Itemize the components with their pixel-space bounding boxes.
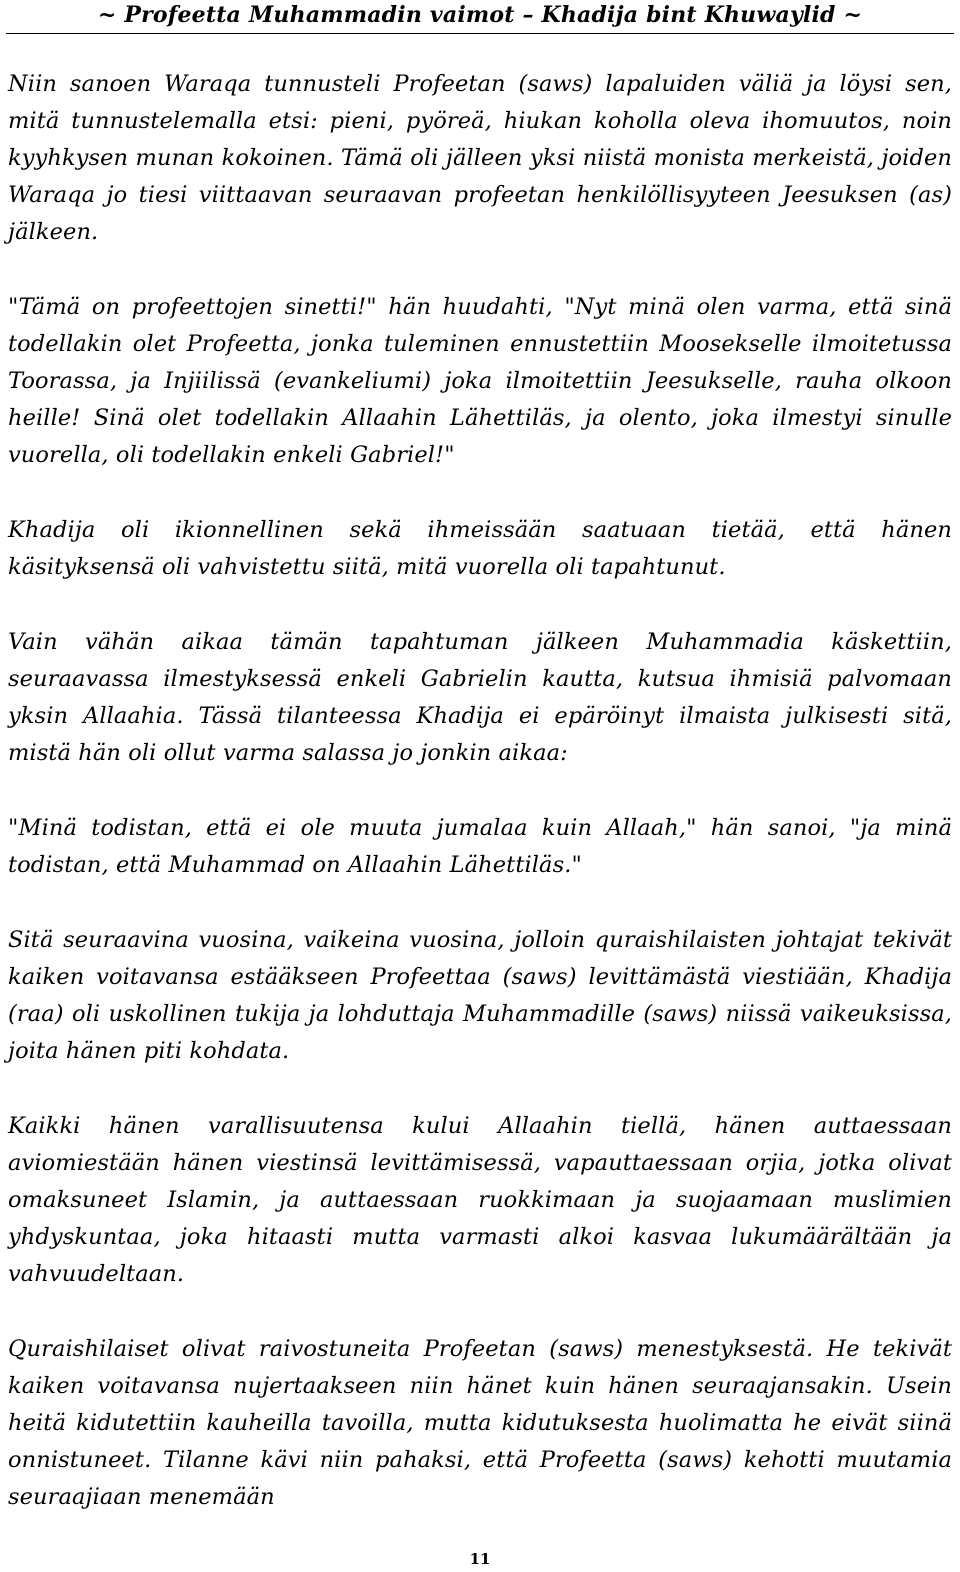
paragraph-4: Vain vähän aikaa tämän tapahtuman jälkeen Muhammadia käskettiin, seuraavassa ilmestyksessä enkeli Gabrielin kautta, kutsua ihmisiä palvomaan yksin Allaahia. Tässä tilanteessa Khadija ei epäröinyt ilmaista julkisesti sitä, mistä hän oli ollut varma salassa jo jonkin aikaa: — [8, 629, 952, 766]
paragraph-3: Khadija oli ikionnellinen sekä ihmeissään saatuaan tietää, että hänen käsityksensä oli vahvistettu siitä, mitä vuorella oli tapahtunut. — [8, 517, 952, 580]
running-header-title: ~ Profeetta Muhammadin vaimot – Khadija bint Khuwaylid ~ — [97, 2, 863, 28]
paragraph-5: "Minä todistan, että ei ole muuta jumalaa kuin Allaah," hän sanoi, "ja minä todistan, että Muhammad on Allaahin Lähettiläs." — [8, 815, 952, 878]
page-number: 11 — [469, 1550, 491, 1568]
paragraph-2: "Tämä on profeettojen sinetti!" hän huudahti, "Nyt minä olen varma, että sinä todellakin olet Profeetta, jonka tuleminen ennustettiin Moosekselle ilmoitetussa Toorassa, ja Injiilissä (evankeliumi) joka ilmoitettiin Jeesukselle, rauha olkoon heille! Sinä olet todellakin Allaahin Lähettiläs, ja olento, joka ilmestyi sinulle vuorella, oli todellakin enkeli Gabriel!" — [8, 294, 952, 468]
page-header — [6, 0, 954, 34]
paragraph-1: Niin sanoen Waraqa tunnusteli Profeetan (saws) lapaluiden väliä ja löysi sen, mitä tunnustelemalla etsi: pieni, pyöreä, hiukan koholla oleva ihomuutos, noin kyyhkysen munan kokoinen. Tämä oli jälleen yksi niistä monista merkeistä, joiden Waraqa jo tiesi viittaavan seuraavan profeetan henkilöllisyyteen Jeesuksen (as) jälkeen. — [8, 71, 952, 245]
body-text — [8, 66, 952, 1554]
paragraph-8: Quraishilaiset olivat raivostuneita Profeetan (saws) menestyksestä. He tekivät kaiken voitavansa nujertaakseen niin hänet kuin hänen seuraajansakin. Usein heitä kidutettiin kauheilla tavoilla, mutta kidutuksesta huolimatta he eivät siinä onnistuneet. Tilanne kävi niin pahaksi, että Profeetta (saws) kehotti muutamia seuraajiaan menemään — [8, 1336, 952, 1510]
paragraph-6: Sitä seuraavina vuosina, vaikeina vuosina, jolloin quraishilaisten johtajat tekivät kaiken voitavansa estääkseen Profeettaa (saws) levittämästä viestiään, Khadija (raa) oli uskollinen tukija ja lohduttaja Muhammadille (saws) niissä vaikeuksissa, joita hänen piti kohdata. — [8, 927, 952, 1064]
paragraph-7: Kaikki hänen varallisuutensa kului Allaahin tiellä, hänen auttaessaan aviomiestään hänen viestinsä levittämisessä, vapauttaessaan orjia, jotka olivat omaksuneet Islamin, ja auttaessaan ruokkimaan ja suojaamaan muslimien yhdyskuntaa, joka hitaasti mutta varmasti alkoi kasvaa lukumäärältään ja vahvuudeltaan. — [8, 1113, 952, 1287]
